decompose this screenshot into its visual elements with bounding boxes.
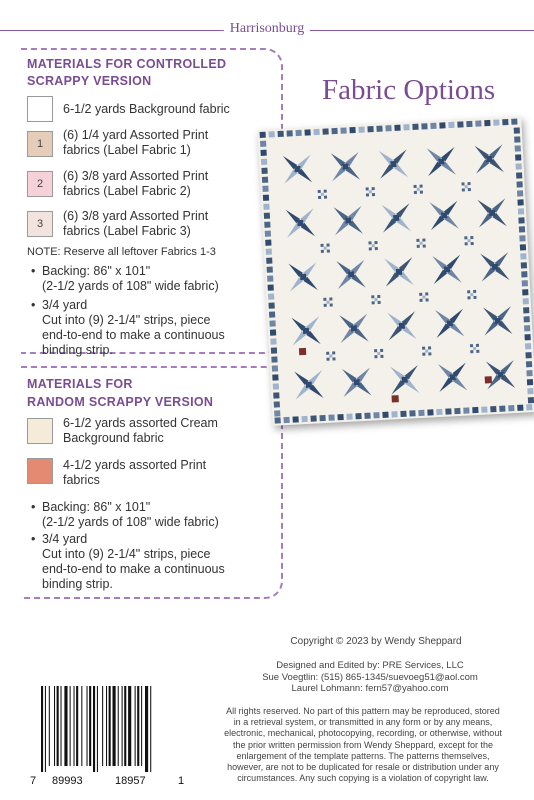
swatch-background <box>27 96 53 122</box>
copyright-line: Copyright © 2023 by Wendy Sheppard <box>290 636 462 647</box>
controlled-heading-line-1: MATERIALS FOR CONTROLLED <box>27 57 227 71</box>
swatch-fabric-3: 3 <box>27 211 53 237</box>
swatch-cream-text: 6-1/2 yards assorted Cream Background fabric <box>63 416 218 445</box>
barcode-digit-group-2: 18957 <box>115 775 146 787</box>
barcode-image <box>39 686 179 772</box>
leftover-note: NOTE: Reserve all leftover Fabrics 1-3 <box>27 246 216 258</box>
quilt-image <box>257 116 534 425</box>
swatch-background-text: 6-1/2 yards Background fabric <box>63 102 230 116</box>
swatch-fabric-1-text: (6) 1/4 yard Assorted Print fabrics (Label Fabric 1) <box>63 128 209 157</box>
swatch-fabric-3-text: (6) 3/8 yard Assorted Print fabrics (Label Fabric 3) <box>63 209 209 238</box>
controlled-heading-line-2: SCRAPPY VERSION <box>27 74 152 88</box>
fabric-options-title: Fabric Options <box>322 74 496 106</box>
swatch-fabric-1: 1 <box>27 131 53 157</box>
barcode-digit-trail: 1 <box>178 775 185 787</box>
swatch-print <box>27 458 53 484</box>
swatch-cream-background <box>27 418 53 444</box>
credits-block: Designed and Edited by: PRE Services, LLC Sue Voegtlin: (515) 865-1345/suevoeg51@aol.com Laurel Lohmann: fern57@yahoo.com <box>262 660 478 694</box>
controlled-materials-panel: MATERIALS FOR CONTROLLED SCRAPPY VERSION 6-1/2 yards Background fabric 1 (6) 1/4 yard Assorted Print fabrics (Label Fabric 1) 2 (6) 3/8 yard Assorted Print fabrics (Label Fabric 2) 3 (6) 3/8 yard Assorted Print fabrics (Label Fabric 3) NOTE: Reserve all leftover Fabrics 1-3 • Backing: 86" x 101" (2-1/2 yards of 108" wide fabric) • 3/4 yard Cut into (9) 2-1/4" strips, piece end-to-end to make a continuous binding strip. <box>21 48 283 354</box>
page-header-title: Harrisonburg <box>224 21 310 37</box>
barcode-digit-lead: 7 <box>30 775 37 787</box>
random-heading-line-2: RANDOM SCRAPPY VERSION <box>27 395 214 409</box>
barcode-digit-group-1: 89993 <box>52 775 83 787</box>
swatch-print-text: 4-1/2 yards assorted Print fabrics <box>63 458 207 487</box>
rights-notice: All rights reserved. No part of this pattern may be reproduced, stored in a retrieval system, or transmitted in any form or by any means, electronic, mechanical, photocopying, recording, or otherwise, without the prior written permission from Wendy Sheppard, except for the enlargement of the template patterns. The patterns themselves, however, are not to be duplicated for resale or distribution under any circumstances. Any such copying is a violation of copyright law. <box>224 706 502 784</box>
quilt-illustration <box>257 116 534 425</box>
swatch-fabric-2: 2 <box>27 171 53 197</box>
swatch-fabric-2-text: (6) 3/8 yard Assorted Print fabrics (Label Fabric 2) <box>63 169 209 198</box>
random-materials-panel: MATERIALS FOR RANDOM SCRAPPY VERSION 6-1/2 yards assorted Cream Background fabric 4-1/2 yards assorted Print fabrics • Backing: 86" x 101" (2-1/2 yards of 108" wide fabric) • 3/4 yard Cut into (9) 2-1/4" strips, piece end-to-end to make a continuous binding strip. <box>21 366 283 599</box>
random-heading-line-1: MATERIALS FOR <box>27 377 133 391</box>
